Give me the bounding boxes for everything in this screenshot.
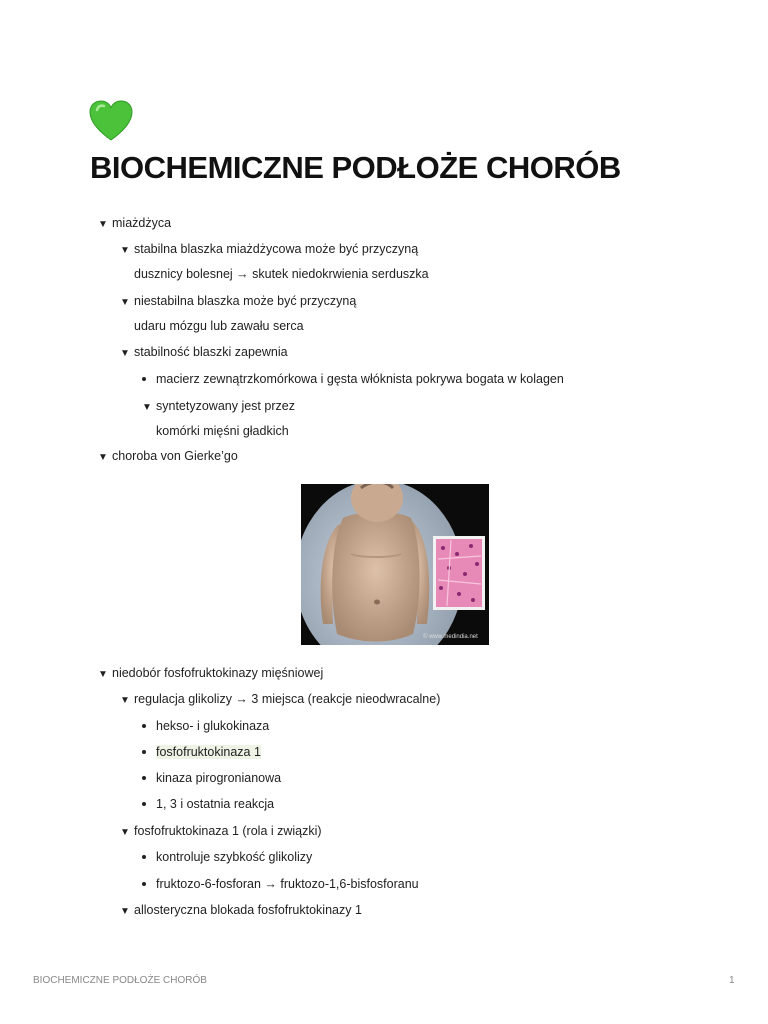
toggle-triangle-icon[interactable]: ▼ xyxy=(120,297,130,308)
toggle-item[interactable]: ▼ fosfofruktokinaza 1 (rola i związki) xyxy=(120,823,322,841)
toggle-item-continuation: komórki mięśni gładkich xyxy=(156,424,289,438)
bullet-item: 1, 3 i ostatnia reakcja xyxy=(156,796,274,812)
bullet-item: macierz zewnątrzkomórkowa i gęsta włóknista pokrywa bogata w kolagen xyxy=(156,371,564,387)
toggle-item[interactable]: ▼ syntetyzowany jest przez xyxy=(142,398,295,416)
toggle-item[interactable]: ▼ miażdżyca xyxy=(98,215,171,233)
toggle-triangle-icon[interactable]: ▼ xyxy=(98,452,108,463)
patient-photo-drawing xyxy=(301,484,489,645)
bullet-icon xyxy=(142,802,146,806)
bullet-item: kinaza pirogronianowa xyxy=(156,770,281,786)
toggle-item[interactable]: ▼ choroba von Gierke’go xyxy=(98,448,238,466)
bullet-icon xyxy=(142,776,146,780)
toggle-item[interactable]: ▼ allosteryczna blokada fosfofruktokinazy 1 xyxy=(120,902,362,920)
bullet-item: fruktozo-6-fosforan → fruktozo-1,6-bisfosforanu xyxy=(156,876,419,892)
toggle-triangle-icon[interactable]: ▼ xyxy=(120,906,130,917)
toggle-triangle-icon[interactable]: ▼ xyxy=(142,402,152,413)
toggle-triangle-icon[interactable]: ▼ xyxy=(98,669,108,680)
bullet-item: hekso- i glukokinaza xyxy=(156,718,269,734)
bullet-item: kontroluje szybkość glikolizy xyxy=(156,849,312,865)
toggle-item[interactable]: ▼ niedobór fosfofruktokinazy mięśniowej xyxy=(98,665,323,683)
toggle-item[interactable]: ▼ stabilność blaszki zapewnia xyxy=(120,344,288,362)
toggle-item[interactable]: ▼ stabilna blaszka miażdżycowa może być przyczyną xyxy=(120,241,418,259)
bullet-icon xyxy=(142,724,146,728)
toggle-triangle-icon[interactable]: ▼ xyxy=(98,219,108,230)
bullet-icon xyxy=(142,377,146,381)
bullet-icon xyxy=(142,882,146,886)
highlighted-text: fosfofruktokinaza 1 xyxy=(156,745,261,759)
toggle-triangle-icon[interactable]: ▼ xyxy=(120,695,130,706)
toggle-triangle-icon[interactable]: ▼ xyxy=(120,827,130,838)
image-watermark: © www.medindia.net xyxy=(423,634,478,640)
page-title: BIOCHEMICZNE PODŁOŻE CHORÓB xyxy=(90,150,621,185)
page-number: 1 xyxy=(729,975,735,986)
bullet-icon xyxy=(142,750,146,754)
patient-photo xyxy=(301,484,489,645)
toggle-item-continuation: dusznicy bolesnej → skutek niedokrwienia serduszka xyxy=(134,267,429,281)
bullet-item xyxy=(156,744,261,760)
green-heart-icon xyxy=(89,100,133,142)
bullet-icon xyxy=(142,855,146,859)
toggle-triangle-icon[interactable]: ▼ xyxy=(120,348,130,359)
toggle-item-continuation: udaru mózgu lub zawału serca xyxy=(134,319,304,333)
toggle-item[interactable]: ▼ niestabilna blaszka może być przyczyną xyxy=(120,293,356,311)
toggle-item[interactable]: ▼ regulacja glikolizy → 3 miejsca (reakcje nieodwracalne) xyxy=(120,691,440,709)
toggle-triangle-icon[interactable]: ▼ xyxy=(120,245,130,256)
footer-title: BIOCHEMICZNE PODŁOŻE CHORÓB xyxy=(33,975,207,986)
